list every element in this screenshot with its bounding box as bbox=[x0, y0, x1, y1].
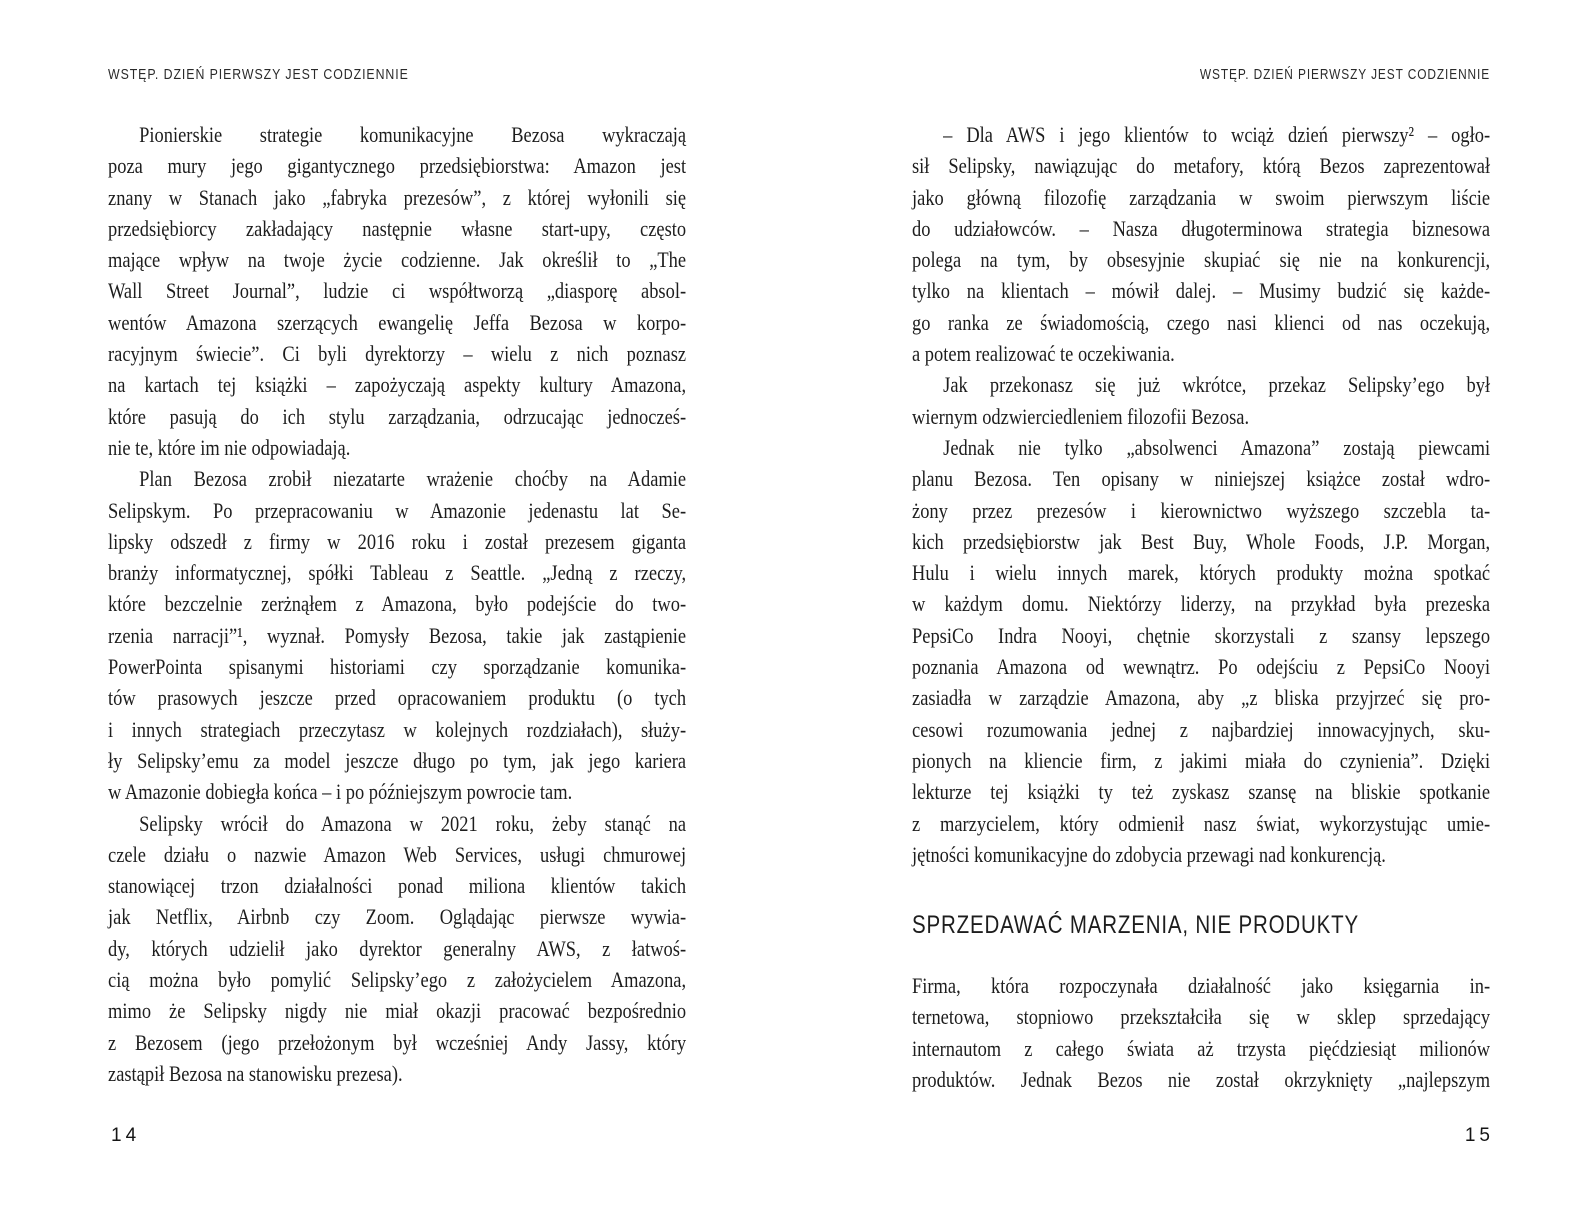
text-line: poznania Amazona od wewnątrz. Po odejściu z PepsiCo Nooyi bbox=[912, 654, 1491, 680]
text-line: Firma, która rozpoczynała działalność jako księgarnia in- bbox=[912, 973, 1491, 999]
text-line: polega na tym, by obsesyjnie skupiać się nie na konkurencji, bbox=[912, 247, 1491, 273]
text-line: jako główną filozofię zarządzania w swoim pierwszym liście bbox=[912, 184, 1491, 210]
text-line: żony przez prezesów i kierownictwo wyższego szczebla ta- bbox=[912, 497, 1491, 523]
paragraph bbox=[108, 808, 686, 1090]
text-line: Wall Street Journal”, ludzie ci współtworzą „diasporę absol- bbox=[108, 278, 687, 304]
text-column-right bbox=[912, 119, 1490, 1095]
text-column-left bbox=[108, 119, 686, 1089]
text-line: Hulu i wielu innych marek, których produkty można spotkać bbox=[912, 560, 1491, 586]
text-line: jętności komunikacyjne do zdobycia przewagi nad konkurencją. bbox=[912, 841, 1386, 867]
text-line: wiernym odzwierciedleniem filozofii Bezosa. bbox=[912, 403, 1250, 429]
text-line: Pionierskie strategie komunikacyjne Bezosa wykraczają bbox=[139, 122, 687, 147]
text-line: znany w Stanach jako „fabryka prezesów”, z której wyłonili się bbox=[108, 184, 687, 210]
text-line: internautom z całego świata aż trzysta pięćdziesiąt milionów bbox=[912, 1035, 1491, 1061]
text-line: mające wpływ na twoje życie codzienne. Jak określił to „The bbox=[108, 247, 687, 273]
text-line: stanowiącej trzon działalności ponad miliona klientów takich bbox=[108, 873, 687, 899]
text-line: rzenia narracji”¹, wyznał. Pomysły Bezosa, takie jak zastąpienie bbox=[108, 622, 687, 648]
text-line: lipsky odszedł z firmy w 2016 roku i został prezesem giganta bbox=[108, 528, 687, 554]
text-line: Plan Bezosa zrobił niezatarte wrażenie choćby na Adamie bbox=[139, 466, 687, 492]
text-line: dy, których udzielił jako dyrektor generalny AWS, z łatwoś- bbox=[108, 935, 687, 961]
text-line: Selipsky wrócił do Amazona w 2021 roku, żeby stanąć na bbox=[139, 810, 687, 836]
text-line: lekturze tej książki ty też zyskasz szansę na bliskie spotkanie bbox=[912, 779, 1491, 805]
text-line: poza mury jego gigantycznego przedsiębiorstwa: Amazon jest bbox=[108, 153, 687, 179]
section-heading: SPRZEDAWAĆ MARZENIA, NIE PRODUKTY bbox=[912, 911, 1359, 940]
text-line: przedsiębiorcy zakładający następnie własne start-upy, często bbox=[108, 215, 687, 241]
running-header-left: WSTĘP. DZIEŃ PIERWSZY JEST CODZIENNIE bbox=[108, 67, 409, 83]
page-number-right: 15 bbox=[1464, 1125, 1494, 1146]
paragraph bbox=[108, 119, 686, 463]
text-line: ternetowa, stopniowo przekształciła się w sklep sprzedający bbox=[912, 1004, 1491, 1030]
text-line: go ranka ze świadomością, czego nasi klienci od nas oczekują, bbox=[912, 309, 1491, 335]
text-line: Jednak nie tylko „absolwenci Amazona” zostają piewcami bbox=[943, 434, 1491, 460]
text-line: i innych strategiach przeczytasz w kolejnych rozdziałach), służy- bbox=[108, 716, 687, 742]
text-line: czele działu o nazwie Amazon Web Services, usługi chmurowej bbox=[108, 841, 687, 867]
paragraph bbox=[912, 369, 1490, 432]
text-line: na kartach tej książki – zapożyczają aspekty kultury Amazona, bbox=[108, 372, 687, 398]
page-number-left: 14 bbox=[111, 1125, 141, 1146]
text-line: ły Selipsky’emu za model jeszcze długo po tym, jak jego kariera bbox=[108, 747, 687, 773]
text-line: racyjnym świecie”. Ci byli dyrektorzy – wielu z nich poznasz bbox=[108, 341, 687, 367]
text-line: mimo że Selipsky nigdy nie miał okazji pracować bezpośrednio bbox=[108, 998, 687, 1024]
text-line: sił Selipsky, nawiązując do metafory, którą Bezos zaprezentował bbox=[912, 153, 1491, 179]
text-line: cią można było pomylić Selipsky’ego z założycielem Amazona, bbox=[108, 967, 687, 993]
text-line: pionych na kliencie firm, z jakimi miała do czynienia”. Dzięki bbox=[912, 747, 1491, 773]
text-line: z marzycielem, który odmienił nasz świat, wykorzystując umie- bbox=[912, 810, 1491, 836]
paragraph bbox=[912, 970, 1490, 1095]
text-line: jak Netflix, Airbnb czy Zoom. Oglądając pierwsze wywia- bbox=[108, 904, 687, 930]
text-line: w każdym domu. Niektórzy liderzy, na przykład była prezeska bbox=[912, 591, 1491, 617]
text-line: Selipskym. Po przepracowaniu w Amazonie jedenastu lat Se- bbox=[108, 497, 687, 523]
paragraph bbox=[108, 463, 686, 807]
text-line: branży informatycznej, spółki Tableau z Seattle. „Jedną z rzeczy, bbox=[108, 560, 687, 586]
text-line: PowerPointa spisanymi historiami czy sporządzanie komunika- bbox=[108, 654, 687, 680]
running-header-right: WSTĘP. DZIEŃ PIERWSZY JEST CODZIENNIE bbox=[1199, 67, 1491, 83]
text-line: kich przedsiębiorstw jak Best Buy, Whole Foods, J.P. Morgan, bbox=[912, 528, 1491, 554]
text-line: Jak przekonasz się już wkrótce, przekaz Selipsky’ego był bbox=[943, 372, 1491, 398]
text-line: planu Bezosa. Ten opisany w niniejszej książce został wdro- bbox=[912, 466, 1491, 492]
text-line: a potem realizować te oczekiwania. bbox=[912, 341, 1175, 367]
text-line: cesowi rozumowania jednej z najbardziej innowacyjnych, sku- bbox=[912, 716, 1491, 742]
text-line: wentów Amazona szerzących ewangelię Jeffa Bezosa w korpo- bbox=[108, 309, 687, 335]
paragraph bbox=[912, 119, 1490, 369]
text-line: które bezczelnie zerżnąłem z Amazona, było podejście do two- bbox=[108, 591, 687, 617]
text-line: z Bezosem (jego przełożonym był wcześniej Andy Jassy, który bbox=[108, 1029, 687, 1055]
text-line: produktów. Jednak Bezos nie został okrzyknięty „najlepszym bbox=[912, 1067, 1491, 1093]
text-line: tylko na klientach – mówił dalej. – Musimy budzić się każde- bbox=[912, 278, 1491, 304]
text-line: w Amazonie dobiegła końca – i po późniejszym powrocie tam. bbox=[108, 779, 573, 805]
text-line: do udziałowców. – Nasza długoterminowa strategia biznesowa bbox=[912, 215, 1491, 241]
text-line: tów prasowych jeszcze przed opracowaniem produktu (o tych bbox=[108, 685, 687, 711]
text-line: nie te, które im nie odpowiadają. bbox=[108, 434, 351, 460]
text-line: – Dla AWS i jego klientów to wciąż dzień pierwszy² – ogło- bbox=[943, 122, 1491, 147]
text-line: zastąpił Bezosa na stanowisku prezesa). bbox=[108, 1060, 403, 1086]
text-line: które pasują do ich stylu zarządzania, odrzucając jednocześ- bbox=[108, 403, 687, 429]
paragraph bbox=[912, 432, 1490, 870]
text-line: zasiadła w zarządzie Amazona, aby „z bliska przyjrzeć się pro- bbox=[912, 685, 1491, 711]
text-line: PepsiCo Indra Nooyi, chętnie skorzystali z szansy lepszego bbox=[912, 622, 1491, 648]
